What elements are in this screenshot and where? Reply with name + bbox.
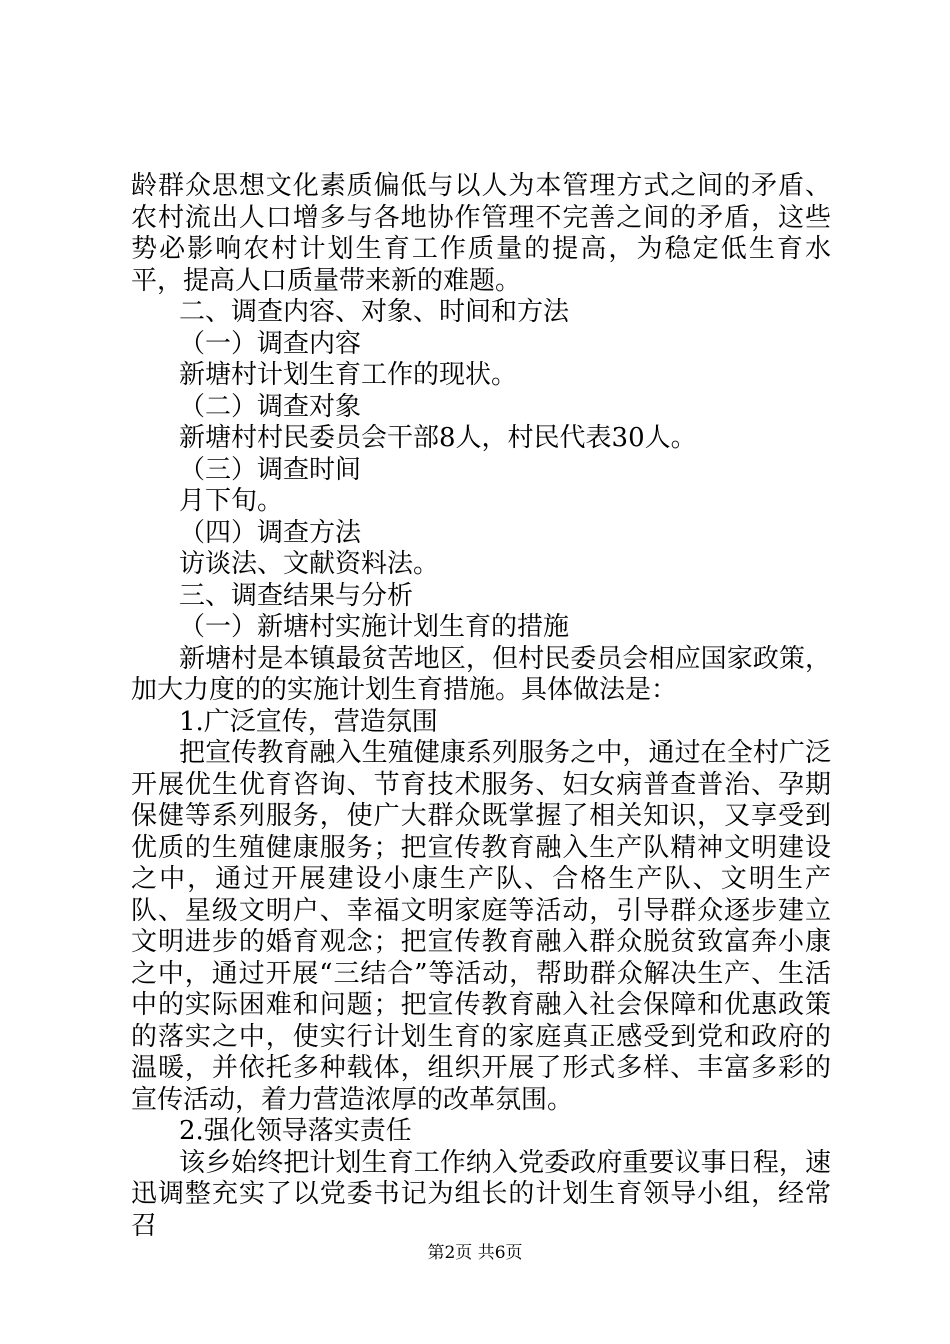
paragraph: 新塘村计划生育工作的现状。: [179, 360, 518, 390]
paragraph: （三）调查时间: [179, 454, 362, 485]
paragraph: 新塘村是本镇最贫苦地区，但村民委员会相应国家政策，加大力度的的实施计划生育措施。具体做法是：: [131, 643, 831, 705]
page-footer: 第2页 共6页: [427, 1243, 523, 1263]
paragraph: 新塘村村民委员会干部8人，村民代表30人。: [179, 423, 697, 453]
paragraph: 该乡始终把计划生育工作纳入党委政府重要议事日程，速迅调整充实了以党委书记为组长的计划生育领导小组，经常召: [131, 1147, 831, 1241]
paragraph: 龄群众思想文化素质偏低与以人为本管理方式之间的矛盾、农村流出人口增多与各地协作管理不完善之间的矛盾，这些势必影响农村计划生育工作质量的提高，为稳定低生育水平，提高人口质量带来新的难题。: [131, 171, 831, 296]
paragraph: 二、调查内容、对象、时间和方法: [179, 297, 570, 327]
paragraph: 1.广泛宣传，营造氛围: [179, 706, 438, 737]
paragraph: 把宣传教育融入生殖健康系列服务之中，通过在全村广泛开展优生优育咨询、节育技术服务、妇女病普查普治、孕期保健等系列服务，使广大群众既掌握了相关知识，又享受到优质的生殖健康服务；把宣传教育融入生产队精神文明建设之中，通过开展建设小康生产队、合格生产队、文明生产队、星级文明户、幸福文明家庭等活动，引导群众逐步建立文明进步的婚育观念；把宣传教育融入群众脱贫致富奔小康之中，通过开展“三结合”等活动，帮助群众解决生产、生活中的实际困难和问题；把宣传教育融入社会保障和优惠政策的落实之中，使实行计划生育的家庭真正感受到党和政府的温暖，并依托多种载体，组织开展了形式多样、丰富多彩的宣传活动，着力营造浓厚的改革氛围。: [131, 738, 831, 1115]
paragraph: （二）调查对象: [179, 391, 362, 422]
paragraph: （一）新塘村实施计划生育的措施: [179, 612, 570, 642]
paragraph: 2.强化领导落实责任: [179, 1116, 412, 1146]
document-body: [131, 171, 831, 1242]
paragraph: 三、调查结果与分析: [179, 580, 414, 611]
paragraph: 访谈法、文献资料法。: [179, 549, 440, 579]
paragraph: 月下旬。: [179, 486, 284, 516]
paragraph: （四）调查方法: [179, 517, 362, 548]
paragraph: （一）调查内容: [179, 328, 362, 359]
